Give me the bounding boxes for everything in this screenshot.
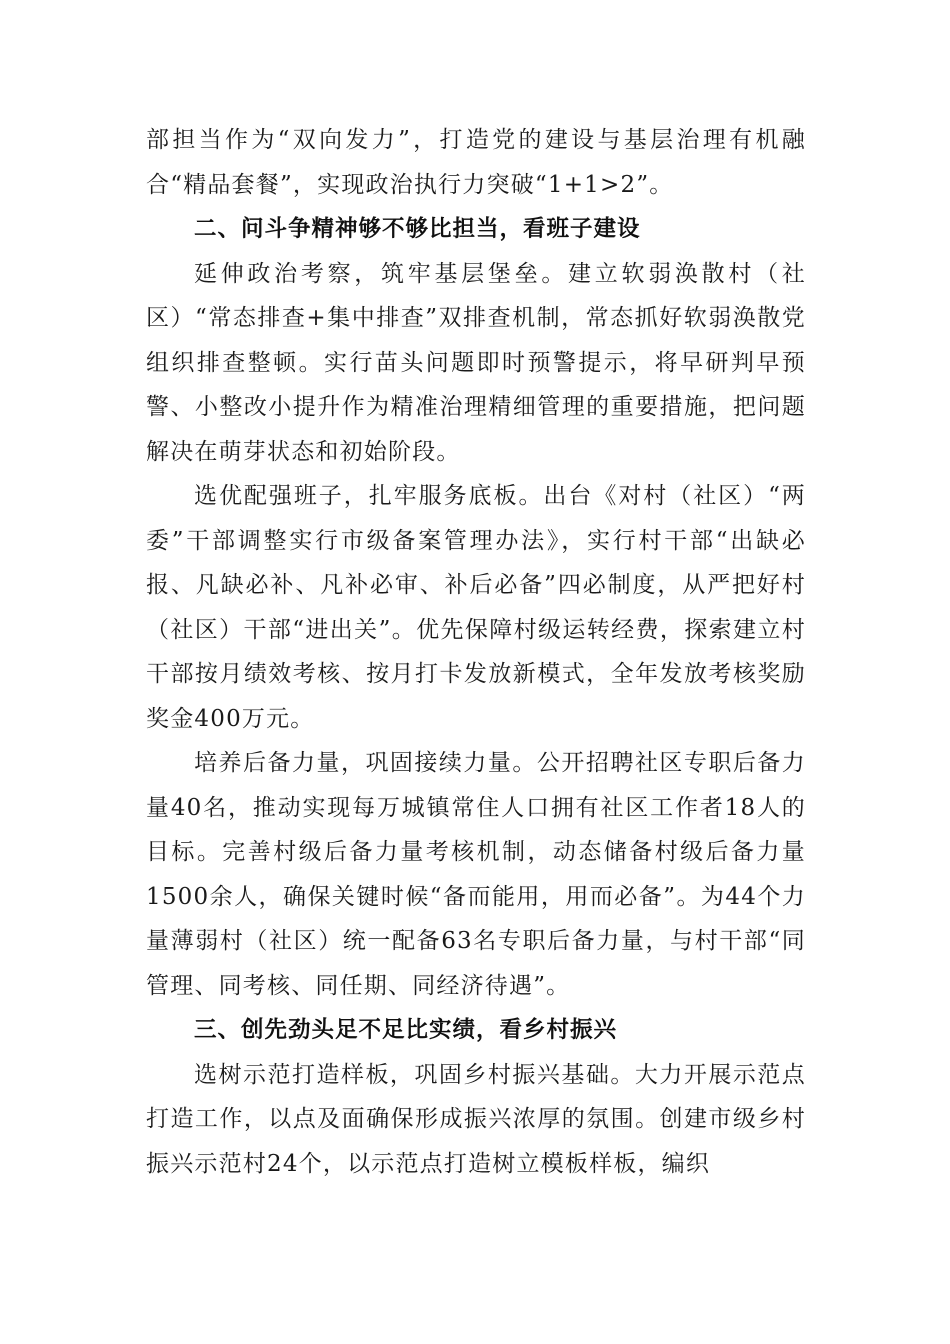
paragraph-reserve-force: 培养后备力量，巩固接续力量。公开招聘社区专职后备力量40名，推动实现每万城镇常住人口拥有社区工作者18人的目标。完善村级后备力量考核机制，动态储备村级后备力量1500余人，确保关键时候“备而能用，用而必备”。为44个力量薄弱村（社区）统一配备63名专职后备力量，与村干部“同管理、同考核、同任期、同经济待遇”。: [146, 750, 806, 999]
paragraph-political-inspection: 延伸政治考察，筑牢基层堡垒。建立软弱涣散村（社区）“常态排查+集中排查”双排查机制，常态抓好软弱涣散党组织排查整顿。实行苗头问题即时预警提示，将早研判早预警、小整改小提升作为精准治理精细管理的重要措施，把问题解决在萌芽状态和初始阶段。: [146, 260, 806, 465]
paragraph-team-selection: 选优配强班子，扎牢服务底板。出台《对村（社区）“两委”干部调整实行市级备案管理办法》，实行村干部“出缺必报、凡缺必补、凡补必审、补后必备”四必制度，从严把好村（社区）干部“进出关”。优先保障村级运转经费，探索建立村干部按月绩效考核、按月打卡发放新模式，全年发放考核奖励奖金400万元。: [146, 483, 806, 732]
paragraph-intro-continuation: 部担当作为“双向发力”，打造党的建设与基层治理有机融合“精品套餐”，实现政治执行力突破“1+1>2”。: [146, 127, 806, 198]
paragraph-demonstration-village: 选树示范打造样板，巩固乡村振兴基础。大力开展示范点打造工作，以点及面确保形成振兴浓厚的氛围。创建市级乡村振兴示范村24个，以示范点打造树立模板样板，编织: [146, 1061, 806, 1177]
document-page: [146, 118, 806, 1186]
section-heading-two: 二、问斗争精神够不够比担当，看班子建设: [194, 216, 641, 242]
section-heading-three: 三、创先劲头足不足比实绩，看乡村振兴: [194, 1017, 618, 1043]
